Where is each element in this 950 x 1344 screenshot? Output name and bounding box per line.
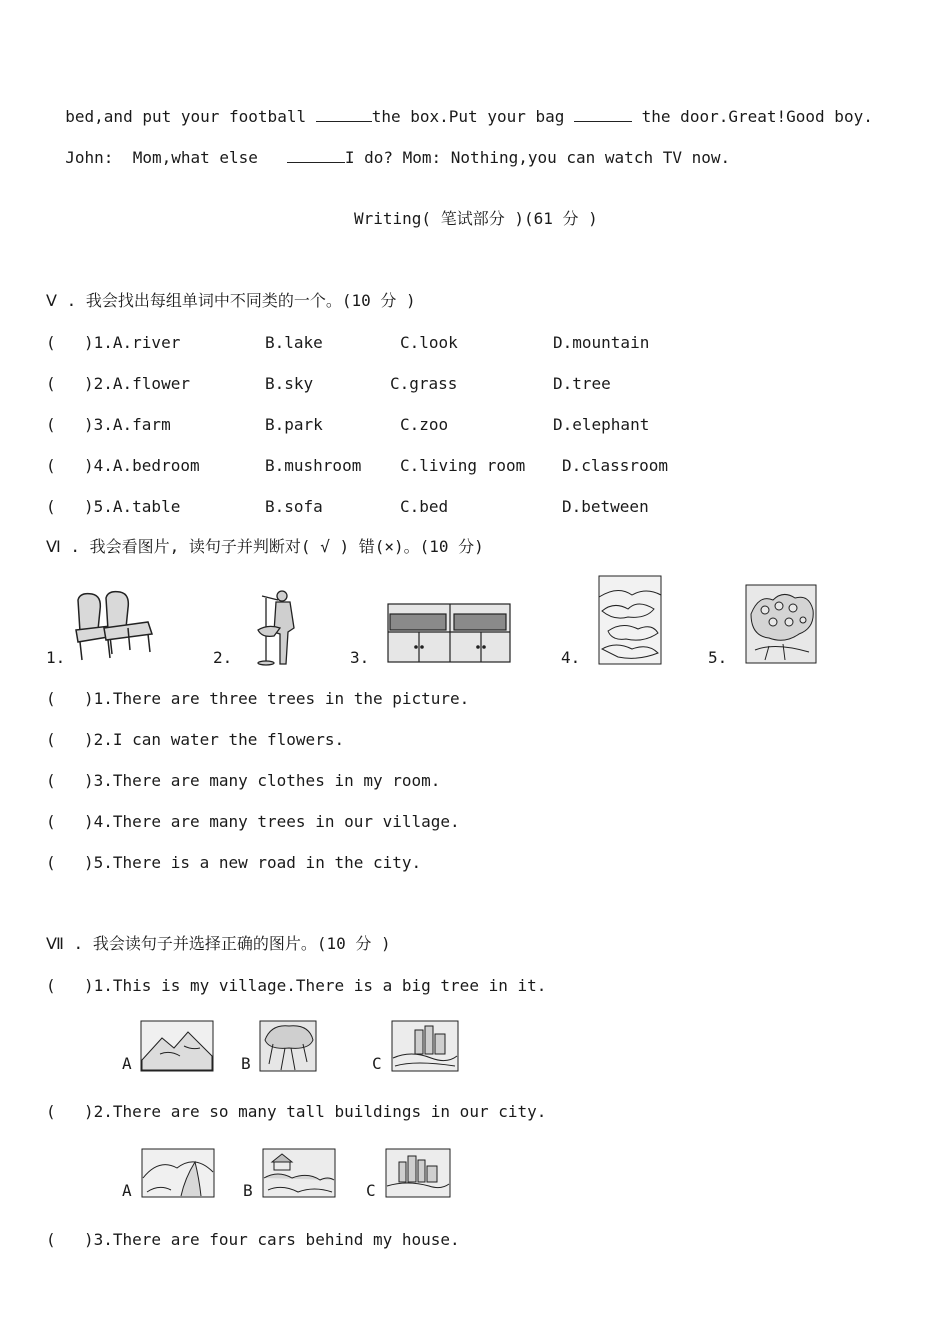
river-valley-picture[interactable] xyxy=(141,1148,215,1198)
option-c: C.look xyxy=(400,333,458,352)
picture-label: 5. xyxy=(708,648,728,667)
answer-paren[interactable]: ( xyxy=(46,456,56,475)
village-picture[interactable] xyxy=(262,1148,336,1198)
option-d: D.classroom xyxy=(562,456,668,475)
bookshelf-icon xyxy=(386,602,512,664)
singer-picture xyxy=(244,588,306,666)
answer-paren[interactable]: ( xyxy=(46,415,56,434)
mountain-icon xyxy=(140,1020,214,1072)
hills-icon xyxy=(598,575,662,665)
forest-picture xyxy=(745,584,817,664)
answer-paren[interactable]: ( xyxy=(46,333,56,352)
option-a: )4.A.bedroom xyxy=(84,456,200,475)
question-text: )2.There are so many tall buildings in our city. xyxy=(84,1102,547,1121)
armchairs-icon xyxy=(70,590,166,662)
answer-paren[interactable]: ( xyxy=(46,1102,56,1121)
city-picture[interactable] xyxy=(391,1020,459,1072)
answer-paren[interactable]: ( xyxy=(46,812,56,831)
option-d: D.elephant xyxy=(553,415,650,434)
option-label: A xyxy=(122,1181,132,1200)
picture-label: 4. xyxy=(561,648,581,667)
option-label: B xyxy=(243,1181,253,1200)
option-b: B.lake xyxy=(265,333,323,352)
big-tree-picture[interactable] xyxy=(259,1020,317,1072)
option-label: C xyxy=(372,1054,382,1073)
answer-blank[interactable] xyxy=(316,107,372,122)
option-b: B.mushroom xyxy=(265,456,362,475)
option-c: C.grass xyxy=(390,374,458,393)
question-text: )3.There are four cars behind my house. xyxy=(84,1230,460,1249)
armchairs-picture xyxy=(70,590,166,662)
answer-paren[interactable]: ( xyxy=(46,497,56,516)
option-b: B.park xyxy=(265,415,323,434)
option-c: C.zoo xyxy=(400,415,449,434)
option-d: D.between xyxy=(562,497,649,516)
option-label: A xyxy=(122,1054,132,1073)
answer-blank[interactable] xyxy=(287,148,345,163)
forest-icon xyxy=(745,584,817,664)
option-b: B.sofa xyxy=(265,497,323,516)
judge-statement: )2.I can water the flowers. xyxy=(84,730,345,749)
answer-paren[interactable]: ( xyxy=(46,1230,56,1249)
judge-statement: )4.There are many trees in our village. xyxy=(84,812,460,831)
answer-paren[interactable]: ( xyxy=(46,730,56,749)
judge-statement: )3.There are many clothes in my room. xyxy=(84,771,441,790)
judge-statement: )5.There is a new road in the city. xyxy=(84,853,422,872)
tree-icon xyxy=(259,1020,317,1072)
option-a: )1.A.river xyxy=(84,333,181,352)
option-d: D.tree xyxy=(553,374,611,393)
picture-label: 3. xyxy=(350,648,370,667)
section-7-title: Ⅶ . 我会读句子并选择正确的图片。(10 分 ) xyxy=(46,934,391,953)
singer-icon xyxy=(244,588,306,666)
hills-picture xyxy=(598,575,662,665)
answer-paren[interactable]: ( xyxy=(46,374,56,393)
option-d: D.mountain xyxy=(553,333,650,352)
buildings-icon xyxy=(385,1148,451,1198)
option-label: C xyxy=(366,1181,376,1200)
option-a: )5.A.table xyxy=(84,497,181,516)
mountain-picture[interactable] xyxy=(140,1020,214,1072)
picture-label: 1. xyxy=(46,648,66,667)
answer-paren[interactable]: ( xyxy=(46,853,56,872)
city-icon xyxy=(391,1020,459,1072)
river-icon xyxy=(141,1148,215,1198)
option-c: C.bed xyxy=(400,497,449,516)
passage-line-1: bed,and put your football the box.Put your bag the door.Great!Good boy. xyxy=(65,107,873,126)
answer-blank[interactable] xyxy=(574,107,632,122)
option-b: B.sky xyxy=(265,374,314,393)
writing-section-title: Writing( 笔试部分 )(61 分 ) xyxy=(354,209,598,228)
option-a: )3.A.farm xyxy=(84,415,171,434)
option-label: B xyxy=(241,1054,251,1073)
picture-label: 2. xyxy=(213,648,233,667)
section-5-title: Ⅴ . 我会找出每组单词中不同类的一个。(10 分 ) xyxy=(46,291,416,310)
judge-statement: )1.There are three trees in the picture. xyxy=(84,689,470,708)
answer-paren[interactable]: ( xyxy=(46,689,56,708)
section-6-title: Ⅵ . 我会看图片, 读句子并判断对( √ ) 错(×)。(10 分) xyxy=(46,537,484,556)
answer-paren[interactable]: ( xyxy=(46,771,56,790)
bookshelf-picture xyxy=(386,602,512,664)
answer-paren[interactable]: ( xyxy=(46,976,56,995)
question-text: )1.This is my village.There is a big tree in it. xyxy=(84,976,547,995)
tall-buildings-picture[interactable] xyxy=(385,1148,451,1198)
passage-line-2: John: Mom,what else I do? Mom: Nothing,you can watch TV now. xyxy=(65,148,731,167)
option-c: C.living room xyxy=(400,456,526,475)
village-icon xyxy=(262,1148,336,1198)
option-a: )2.A.flower xyxy=(84,374,190,393)
